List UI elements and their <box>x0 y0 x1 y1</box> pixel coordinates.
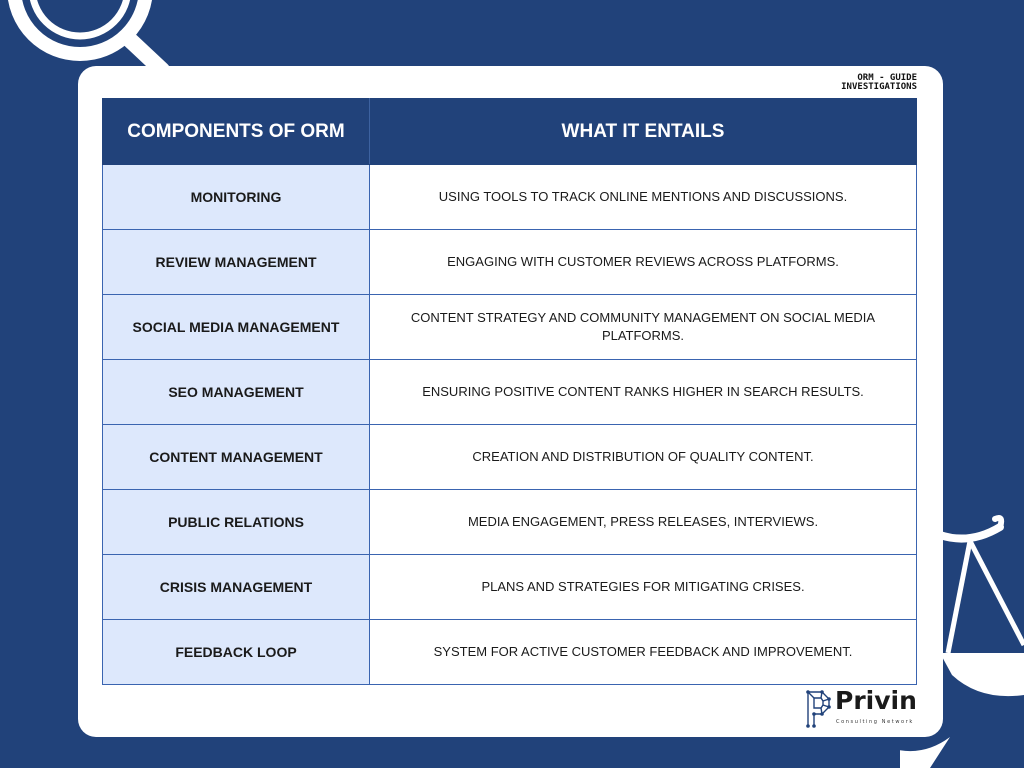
description-cell: ENGAGING WITH CUSTOMER REVIEWS ACROSS PLATFORMS. <box>370 230 917 295</box>
tag-line-investigations: INVESTIGATIONS <box>841 82 917 92</box>
component-cell: MONITORING <box>103 165 370 230</box>
description-cell: SYSTEM FOR ACTIVE CUSTOMER FEEDBACK AND IMPROVEMENT. <box>370 620 917 685</box>
header-components: COMPONENTS OF ORM <box>103 99 370 165</box>
description-cell: CONTENT STRATEGY AND COMMUNITY MANAGEMENT ON SOCIAL MEDIA PLATFORMS. <box>370 295 917 360</box>
header-what-it-entails: WHAT IT ENTAILS <box>370 99 917 165</box>
table-row <box>103 425 917 490</box>
guide-tag <box>841 74 917 92</box>
table-row <box>103 165 917 230</box>
description-cell: MEDIA ENGAGEMENT, PRESS RELEASES, INTERVIEWS. <box>370 490 917 555</box>
table-row <box>103 230 917 295</box>
logo-name: Privin <box>835 686 917 715</box>
description-cell: ENSURING POSITIVE CONTENT RANKS HIGHER IN SEARCH RESULTS. <box>370 360 917 425</box>
table-header-row <box>103 99 917 165</box>
table-row <box>103 490 917 555</box>
component-cell: PUBLIC RELATIONS <box>103 490 370 555</box>
description-cell: USING TOOLS TO TRACK ONLINE MENTIONS AND DISCUSSIONS. <box>370 165 917 230</box>
component-cell: SOCIAL MEDIA MANAGEMENT <box>103 295 370 360</box>
description-cell: PLANS AND STRATEGIES FOR MITIGATING CRISES. <box>370 555 917 620</box>
table-row <box>103 555 917 620</box>
privin-logo <box>802 688 922 730</box>
table-row <box>103 620 917 685</box>
content-card <box>78 66 943 737</box>
description-cell: CREATION AND DISTRIBUTION OF QUALITY CONTENT. <box>370 425 917 490</box>
orm-components-table <box>102 98 917 685</box>
tag-line-guide: ORM - GUIDE <box>857 73 917 83</box>
network-p-icon <box>802 688 832 728</box>
component-cell: REVIEW MANAGEMENT <box>103 230 370 295</box>
table-row <box>103 360 917 425</box>
table-row <box>103 295 917 360</box>
component-cell: SEO MANAGEMENT <box>103 360 370 425</box>
component-cell: CONTENT MANAGEMENT <box>103 425 370 490</box>
logo-subtitle: Consulting Network <box>836 719 914 725</box>
component-cell: FEEDBACK LOOP <box>103 620 370 685</box>
component-cell: CRISIS MANAGEMENT <box>103 555 370 620</box>
